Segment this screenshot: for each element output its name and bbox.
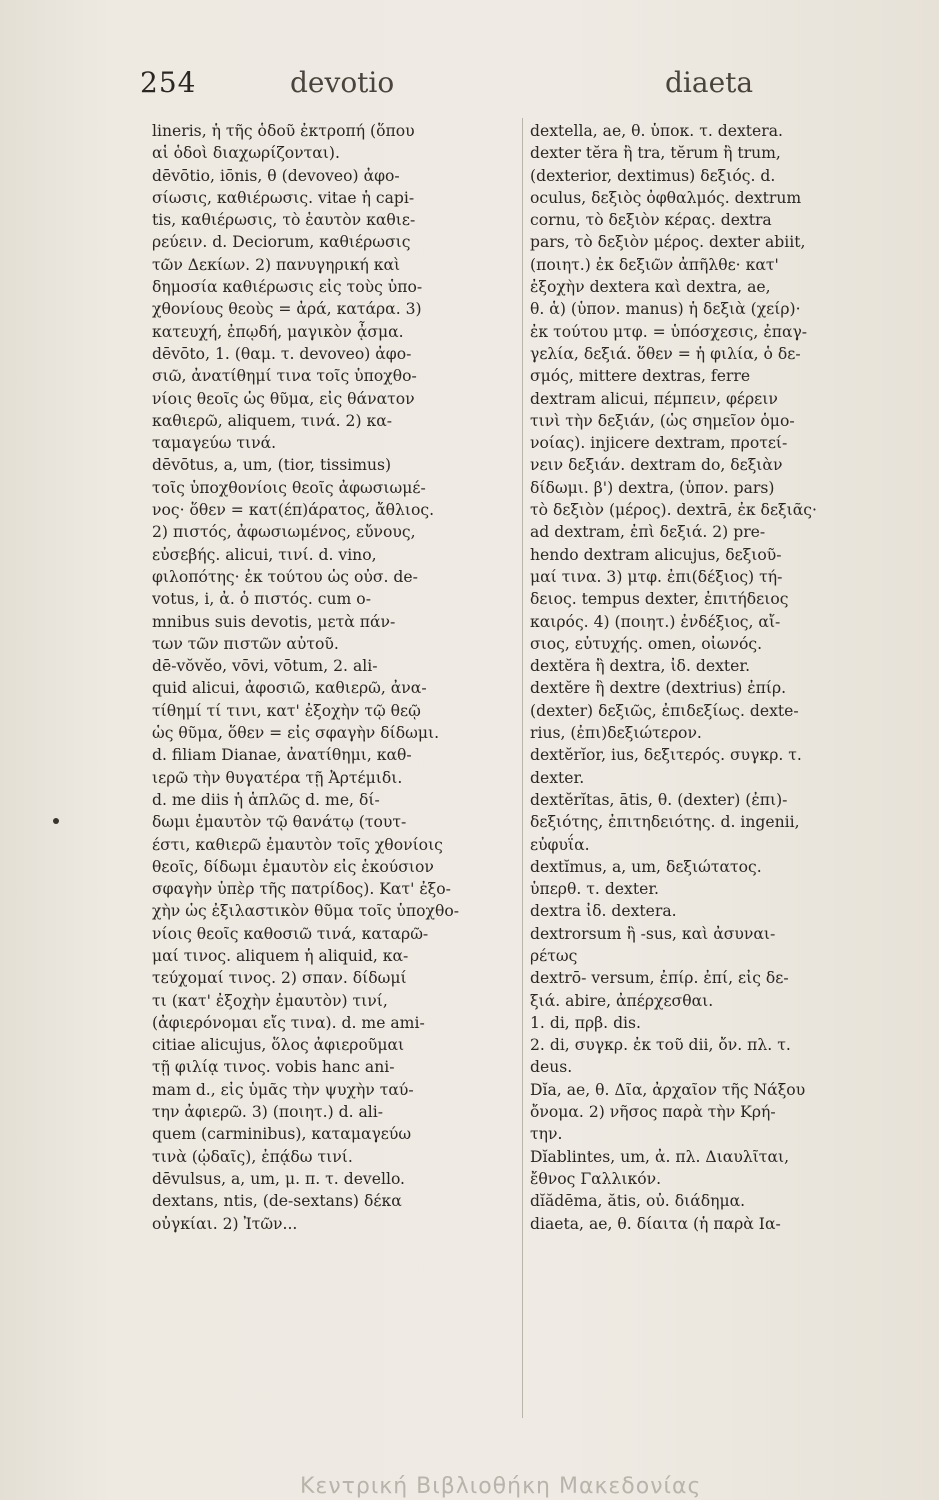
entry-line: δίδωμι. β') dextra, (ὑπον. pars) xyxy=(530,478,775,497)
entry-line: pars, τὸ δεξιὸν μέρος. dexter abiit, xyxy=(530,233,806,252)
entry-line: diaeta, ae, θ. δίαιτα (ἡ παρὰ Ια- xyxy=(530,1214,781,1233)
entry-line: έστι, καθιερῶ ἐμαυτὸν τοῖς χθονίοις xyxy=(152,835,443,854)
entry-line: quid alicui, ἀφοσιῶ, καθιερῶ, ἀνα- xyxy=(152,679,427,698)
entry-line: τινὶ τὴν δεξιάν, (ὡς σημεῖον ὁμο- xyxy=(530,411,795,430)
left-guide-word: devotio xyxy=(290,66,395,99)
entry-line: εὐσεβής. alicui, τινί. d. vino, xyxy=(152,545,377,564)
entry-line: dēvōto, 1. (θαμ. τ. devoveo) ἀφο- xyxy=(152,344,412,363)
entry-line: dēvōtio, iōnis, θ (devoveo) ἀφο- xyxy=(152,166,400,185)
entry-line: σιῶ, ἀνατίθημί τινα τοῖς ὑποχθο- xyxy=(152,367,417,386)
entry-line: χθονίους θεοὺς = ἀρά, κατάρα. 3) xyxy=(152,300,422,319)
entry-line: dextella, ae, θ. ὑποκ. τ. dextera. xyxy=(530,122,783,140)
entry-line: dextĕrĭor, ius, δεξιτερός. συγκρ. τ. xyxy=(530,746,802,765)
entry-line: 2) πιστός, ἀφωσιωμένος, εὔνους, xyxy=(152,523,416,542)
entry-line: dextĕre ἢ dextre (dextrius) ἐπίρ. xyxy=(530,679,787,698)
entry-line: θεοῖς, δίδωμι ἐμαυτὸν εἰς ἑκούσιον xyxy=(152,857,434,876)
page-header xyxy=(140,60,754,110)
entry-line: hendo dextram alicujus, δεξιοῦ- xyxy=(530,545,782,564)
entry-line: dextĕrĭtas, ātis, θ. (dexter) (ἐπι)- xyxy=(530,790,788,809)
entry-line: ρεύειν. d. Deciorum, καθιέρωσις xyxy=(152,233,411,252)
entry-line: dextra ἰδ. dextera. xyxy=(530,902,677,921)
entry-line: χὴν ὡς ἐξιλαστικὸν θῦμα τοῖς ὑποχθο- xyxy=(152,902,459,921)
entry-line: oculus, δεξιὸς ὀφθαλμός. dextrum xyxy=(530,188,802,207)
entry-line: (ἀφιερόνομαι εἴς τινα). d. me ami- xyxy=(152,1013,425,1032)
margin-dot xyxy=(53,818,59,824)
entry-line: ἐξοχὴν dextera καὶ dextra, ae, xyxy=(530,278,771,297)
right-column xyxy=(530,120,910,1235)
entry-line: dextĕra ἢ dextra, ἰδ. dexter. xyxy=(530,657,751,676)
entry-line: Dĭablintes, um, ἀ. πλ. Διαυλῖται, xyxy=(530,1147,790,1166)
entry-line: mam d., εἰς ὑμᾶς τὴν ψυχὴν ταύ- xyxy=(152,1080,414,1099)
entry-line: 1. di, πρβ. dis. xyxy=(530,1013,641,1032)
left-column xyxy=(152,120,518,1235)
entry-line: ιερῶ τὴν θυγατέρα τῇ Ἀρτέμιδι. xyxy=(152,768,403,787)
entry-line: νίοις θεοῖς καθοσιῶ τινά, καταρῶ- xyxy=(152,924,429,943)
entry-line: deus. xyxy=(530,1058,573,1077)
entry-line: d. filiam Dianae, ἀνατίθημι, καθ- xyxy=(152,746,412,765)
entry-line: ξιά. abire, ἀπέρχεσθαι. xyxy=(530,991,714,1010)
entry-line: dextram alicui, πέμπειν, φέρειν xyxy=(530,389,778,408)
entry-line: δεξιότης, ἐπιτηδειότης. d. ingenii, xyxy=(530,813,800,832)
entry-line: quem (carminibus), καταμαγεύω xyxy=(152,1125,412,1144)
entry-line: dē-vŏvĕo, vōvi, vōtum, 2. ali- xyxy=(152,657,378,676)
entry-line: τι (κατ' ἐξοχὴν ἐμαυτὸν) τινί, xyxy=(152,991,388,1010)
entry-line: (ποιητ.) ἐκ δεξιῶν ἀπῆλθε· κατ' xyxy=(530,255,779,274)
entry-line: νίοις θεοῖς ὡς θῦμα, εἰς θάνατον xyxy=(152,389,415,408)
entry-line: dēvōtus, a, um, (tior, tissimus) xyxy=(152,456,392,475)
page-number: 254 xyxy=(140,66,197,99)
entry-line: lineris, ἡ τῆς ὁδοῦ ἐκτροπή (ὅπου xyxy=(152,122,415,140)
entry-line: tis, καθιέρωσις, τὸ ἑαυτὸν καθιε- xyxy=(152,211,416,230)
entry-line: τοῖς ὑποχθονίοις θεοῖς ἀφωσιωμέ- xyxy=(152,478,426,497)
entry-line: σφαγὴν ὑπὲρ τῆς πατρίδος). Κατ' ἐξο- xyxy=(152,880,451,899)
entry-line: μαί τινος. aliquem ἡ aliquid, κα- xyxy=(152,946,409,965)
entry-line: την ἀφιερῶ. 3) (ποιητ.) d. ali- xyxy=(152,1103,384,1122)
entry-line: mnibus suis devotis, μετὰ πάν- xyxy=(152,612,396,631)
entry-line: των τῶν πιστῶν αὐτοῦ. xyxy=(152,634,339,653)
entry-line: (dexterior, dextimus) δεξιός. d. xyxy=(530,166,776,185)
entry-line: dextrorsum ἢ -sus, καὶ ἀσυναι- xyxy=(530,924,776,943)
entry-line: δημοσία καθιέρωσις εἰς τοὺς ὑπο- xyxy=(152,278,423,297)
entry-line: γελία, δεξιά. ὅθεν = ἡ φιλία, ὁ δε- xyxy=(530,344,801,363)
entry-line: votus, i, ἀ. ὁ πιστός. cum o- xyxy=(152,590,371,609)
entry-line: θ. ἁ) (ὑπον. manus) ἡ δεξιὰ (χείρ)· xyxy=(530,300,801,319)
entry-line: νοίας). injicere dextram, προτεί- xyxy=(530,434,788,453)
entry-line: κατευχή, ἐπῳδή, μαγικὸν ᾆσμα. xyxy=(152,322,404,341)
entry-line: Dĭa, ae, θ. Δῖα, ἀρχαῖον τῆς Νάξου xyxy=(530,1080,806,1099)
entry-line: dĭădēma, ătis, οὐ. διάδημα. xyxy=(530,1192,746,1211)
entry-line: την. xyxy=(530,1125,563,1144)
entry-line: τινὰ (ᾠδαῖς), ἐπᾴδω τινί. xyxy=(152,1147,353,1166)
entry-line: dexter. xyxy=(530,768,585,787)
entry-line: σίωσις, καθιέρωσις. vitae ἡ capi- xyxy=(152,188,415,207)
entry-line: ὄνομα. 2) νῆσος παρὰ τὴν Κρή- xyxy=(530,1103,776,1122)
entry-line: νειν δεξιάν. dextram do, δεξιὰν xyxy=(530,456,783,475)
column-divider xyxy=(522,118,523,1418)
entry-line: d. me diis ἡ ἁπλῶς d. me, δί- xyxy=(152,790,380,809)
library-watermark: Κεντρική Βιβλιοθήκη Μακεδονίας xyxy=(300,1474,702,1499)
entry-line: εὐφυΐα. xyxy=(530,835,590,854)
entry-line: 2. di, συγκρ. ἐκ τοῦ dii, ὄν. πλ. τ. xyxy=(530,1036,791,1055)
entry-line: μαί τινα. 3) μτφ. ἐπι(δέξιος) τή- xyxy=(530,567,783,586)
entry-line: δωμι ἐμαυτὸν τῷ θανάτῳ (τουτ- xyxy=(152,813,407,832)
entry-line: citiae alicujus, ὅλος ἀφιεροῦμαι xyxy=(152,1036,405,1055)
entry-line: καθιερῶ, aliquem, τινά. 2) κα- xyxy=(152,411,393,430)
entry-line: ρέτως xyxy=(530,946,578,965)
entry-line: σμός, mittere dextras, ferre xyxy=(530,367,751,386)
entry-line: dēvulsus, a, um, μ. π. τ. devello. xyxy=(152,1169,406,1188)
entry-line: dexter tĕra ἢ tra, tĕrum ἢ trum, xyxy=(530,144,781,163)
entry-line: rius, (ἐπι)δεξιώτερον. xyxy=(530,724,702,743)
entry-line: ταμαγεύω τινά. xyxy=(152,434,277,453)
entry-line: ἔθνος Γαλλικόν. xyxy=(530,1169,662,1188)
entry-line: οὐγκίαι. 2) Ἰτῶν... xyxy=(152,1214,298,1233)
entry-line: cornu, τὸ δεξιὸν κέρας. dextra xyxy=(530,211,772,230)
entry-line: σιος, εὐτυχής. omen, οἰωνός. xyxy=(530,634,763,653)
entry-line: dextrō- versum, ἐπίρ. ἐπί, εἰς δε- xyxy=(530,969,789,988)
entry-line: φιλοπότης· ἐκ τούτου ὡς οὐσ. de- xyxy=(152,567,418,586)
entry-line: τίθημί τί τινι, κατ' ἐξοχὴν τῷ θεῷ xyxy=(152,701,421,720)
entry-line: dextans, ntis, (de-sextans) δέκα xyxy=(152,1192,402,1211)
entry-line: (dexter) δεξιῶς, ἐπιδεξίως. dexte- xyxy=(530,701,799,720)
entry-line: τὸ δεξιὸν (μέρος). dextrā, ἐκ δεξιᾶς· xyxy=(530,501,817,520)
entry-line: τῶν Δεκίων. 2) πανυγηρική καὶ xyxy=(152,255,401,274)
entry-line: ὑπερθ. τ. dexter. xyxy=(530,880,660,899)
entry-line: dextĭmus, a, um, δεξιώτατος. xyxy=(530,857,762,876)
entry-line: ad dextram, ἐπὶ δεξιά. 2) pre- xyxy=(530,523,766,542)
entry-line: αἱ ὁδοὶ διαχωρίζονται). xyxy=(152,144,340,163)
entry-line: καιρός. 4) (ποιητ.) ἐνδέξιος, αἴ- xyxy=(530,612,781,631)
entry-line: νος· ὅθεν = κατ(έπ)άρατος, ἄθλιος. xyxy=(152,501,435,520)
entry-line: τῇ φιλίᾳ τινος. vobis hanc ani- xyxy=(152,1058,395,1077)
entry-line: ὡς θῦμα, ὅθεν = εἰς σφαγὴν δίδωμι. xyxy=(152,724,440,743)
entry-line: ἐκ τούτου μτφ. = ὑπόσχεσις, ἐπαγ- xyxy=(530,322,808,341)
entry-line: τεύχομαί τινος. 2) σπαν. δίδωμί xyxy=(152,969,407,988)
right-guide-word: diaeta xyxy=(665,66,754,99)
entry-line: δειος. tempus dexter, ἐπιτήδειος xyxy=(530,590,789,609)
